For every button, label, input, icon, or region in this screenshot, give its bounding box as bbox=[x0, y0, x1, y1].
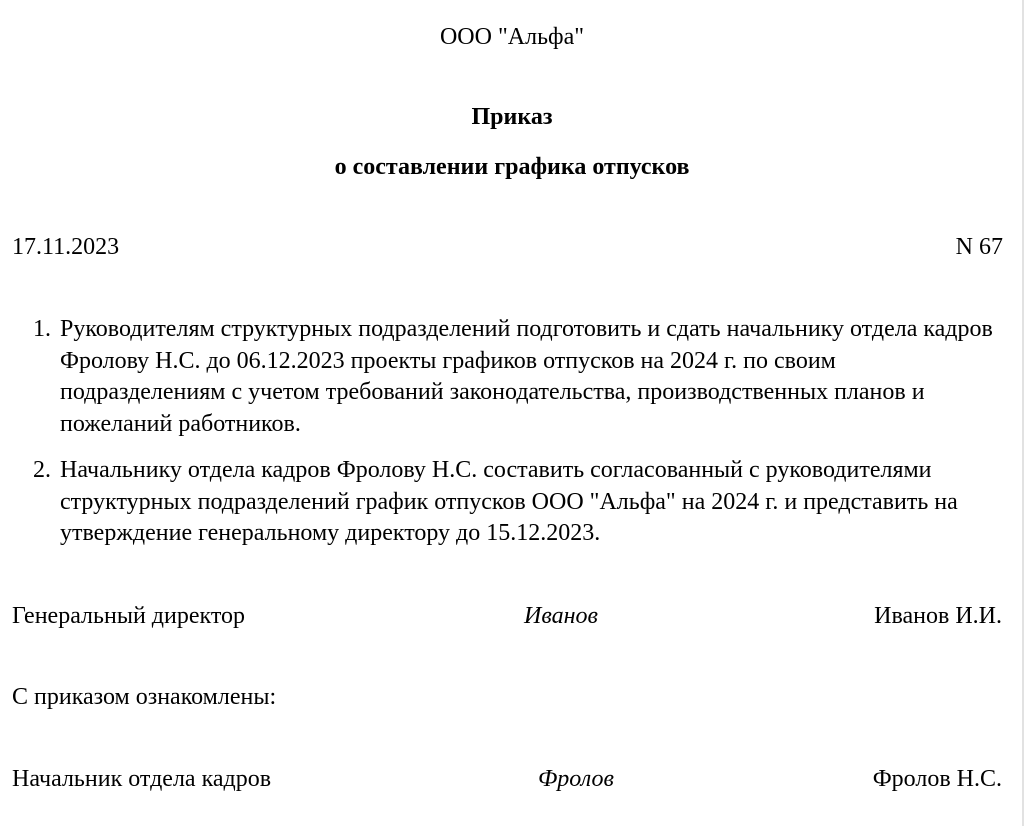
document-subtitle: о составлении графика отпусков bbox=[334, 154, 690, 180]
director-role: Генеральный директор bbox=[12, 603, 246, 629]
order-item bbox=[0, 455, 1000, 550]
hr-head-role: Начальник отдела кадров bbox=[12, 766, 272, 792]
hr-head-signature: Фролов bbox=[538, 766, 614, 792]
order-items-list bbox=[0, 314, 1000, 565]
order-item-number: 2. bbox=[33, 457, 51, 483]
director-signature-row bbox=[0, 601, 1024, 631]
acknowledged-label: С приказом ознакомлены: bbox=[12, 684, 277, 710]
document-title: Приказ bbox=[471, 104, 553, 130]
hr-head-name: Фролов Н.С. bbox=[872, 766, 1002, 792]
director-signature: Иванов bbox=[524, 603, 598, 629]
director-name: Иванов И.И. bbox=[874, 603, 1002, 629]
organization-name: ООО "Альфа" bbox=[439, 24, 585, 50]
order-item-text: Начальнику отдела кадров Фролову Н.С. составить согласованный с руководителями структурных подразделений график отпусков ООО "Альфа" на 2024 г. и представить на утверждение генеральному директору до 15.12.2023. bbox=[60, 457, 958, 546]
hr-head-signature-row bbox=[0, 764, 1024, 794]
document-date: 17.11.2023 bbox=[12, 234, 120, 260]
order-item-text: Руководителям структурных подразделений подготовить и сдать начальнику отдела кадров Фролову Н.С. до 06.12.2023 проекты графиков отпусков на 2024 г. по своим подразделениям с учетом требований законодательства, производственных планов и пожеланий работников. bbox=[60, 316, 993, 437]
order-item bbox=[0, 314, 1000, 440]
document-number: N 67 bbox=[955, 234, 1003, 260]
order-item-number: 1. bbox=[33, 316, 51, 342]
